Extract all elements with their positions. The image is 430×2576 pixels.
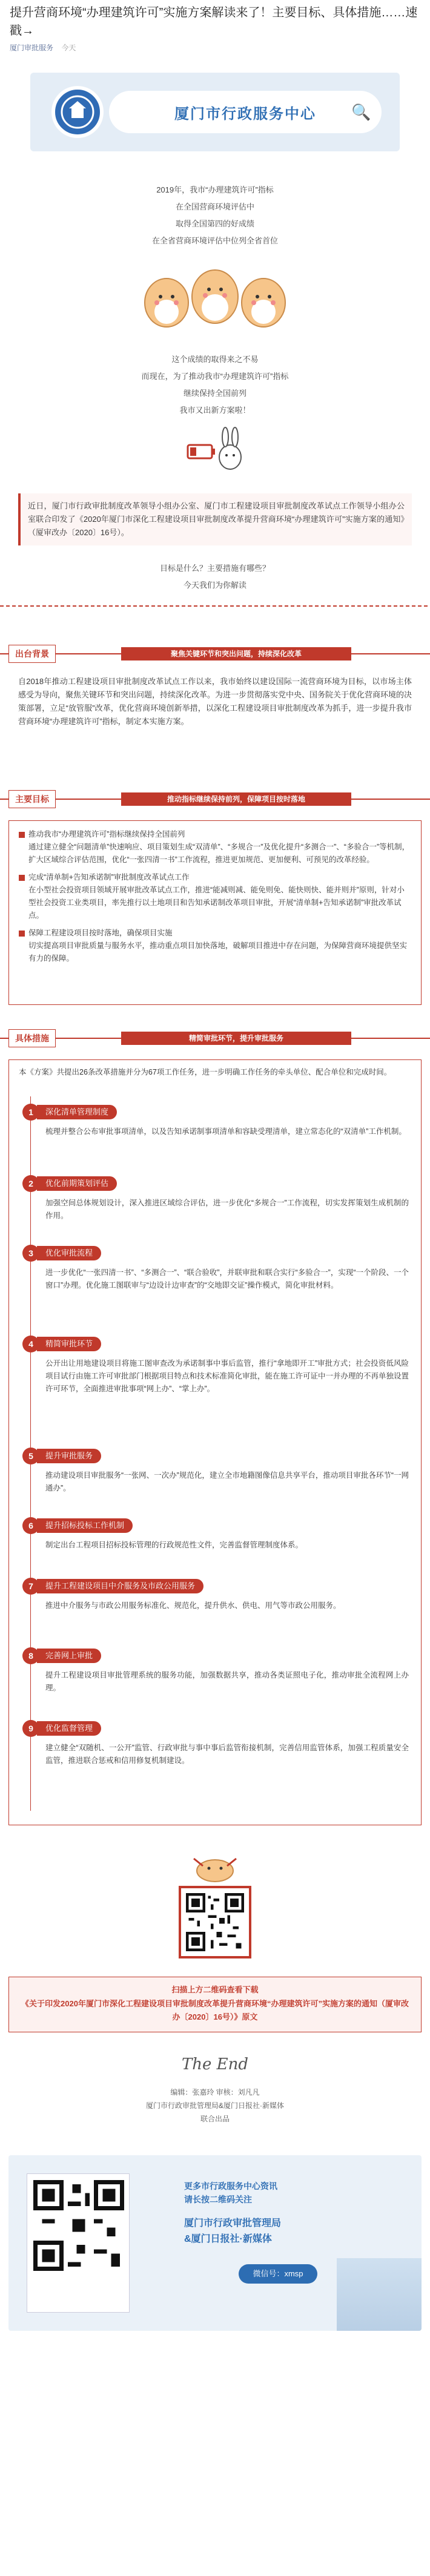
item-text: 提升工程建设项目审批管理系统的服务功能，加强数据共享，推动各类证照电子化，推动审批全流程网上办理。 xyxy=(45,1671,409,1692)
bullet-square-icon xyxy=(19,832,25,838)
goal-head: 推动我市“办理建筑许可”指标继续保持全国前列 xyxy=(28,830,185,838)
the-end-mark: The End xyxy=(181,2055,249,2074)
item-number: 6 xyxy=(22,1517,39,1534)
item-label: 完善网上审批 xyxy=(37,1649,101,1663)
intro-line: 而现在，为了推动我市“办理建筑许可”指标 xyxy=(141,372,289,381)
measures-box xyxy=(8,1059,422,1825)
section-tag: 具体措施 xyxy=(8,1029,56,1047)
promo-orgs xyxy=(184,2216,281,2247)
intro-block xyxy=(0,182,430,249)
org-line: 联合出品 xyxy=(200,2115,230,2123)
editor-line: 编辑：张嘉玲 审核：刘凡凡 xyxy=(170,2088,260,2097)
follow-promo-card xyxy=(8,2155,422,2331)
goal-item xyxy=(19,871,411,884)
item-number: 9 xyxy=(22,1720,39,1737)
intro-line: 在全国营商环境评估中 xyxy=(175,202,254,211)
promo-org: 厦门市行政审批管理局 xyxy=(184,2218,282,2228)
follow-qr-code[interactable] xyxy=(27,2173,130,2313)
bullet-square-icon xyxy=(19,931,25,937)
promo-org: &厦门日报社·新媒体 xyxy=(184,2234,272,2244)
intro-line: 这个成绩的取得来之不易 xyxy=(171,355,259,364)
intro-line: 在全省营商环境评估中位列全省首位 xyxy=(151,236,278,245)
item-text: 公开出让用地建设项目将施工图审查改为承诺制事中事后监管，推行“拿地即开工”审批方式；社会投资低风险项目试行由施工许可审批部门根据项目特点和技术标准简化审批，能在施工许可证中一并办理的不再单独设置许可环节，全面推进审批事项“网上办”、“掌上办”。 xyxy=(45,1359,409,1393)
item-label: 提升工程建设项目中介服务及市政公用服务 xyxy=(37,1579,203,1593)
goals-box xyxy=(8,820,422,1005)
goal-item xyxy=(19,927,411,940)
intro-line: 我市又出新方案啦！ xyxy=(179,406,251,415)
qr-hint: 扫描上方二维码查看下载 xyxy=(171,1985,259,1994)
intro-block-2 xyxy=(0,351,430,419)
mascot-illustration xyxy=(182,1853,248,1883)
question-line: 今天我们为你解读 xyxy=(183,581,246,590)
article-title: 提升营商环境“办理建筑许可”实施方案解读来了！主要目标、具体措施……速戳→ xyxy=(10,6,418,38)
item-number: 8 xyxy=(22,1647,39,1664)
section-header-goals xyxy=(0,790,430,808)
org-line: 厦门市行政审批管理局&厦门日报社·新媒体 xyxy=(145,2101,284,2110)
item-number: 4 xyxy=(22,1336,39,1352)
item-number: 2 xyxy=(22,1175,39,1192)
item-label: 优化审批流程 xyxy=(37,1246,101,1260)
section-tag: 出台背景 xyxy=(8,645,56,663)
item-number: 7 xyxy=(22,1578,39,1595)
article-source-link[interactable]: 厦门审批服务 xyxy=(10,44,54,52)
promo-line: 更多市行政服务中心资讯 xyxy=(184,2181,277,2191)
notice-paragraph: 近日，厦门市行政审批制度改革领导小组办公室、厦门市工程建设项目审批制度改革试点工作领导小组办公室联合印发了《2020年厦门市深化工程建设项目审批制度改革提升营商环境“办理建筑许可”实施方案的通知》（厦审改办〔2020〕16号）。 xyxy=(18,493,412,545)
intro-line: 取得全国第四的好成绩 xyxy=(175,219,254,228)
rabbit-battery-illustration xyxy=(182,424,248,478)
building-illustration xyxy=(337,2258,422,2331)
doc-qr-code[interactable] xyxy=(179,1886,251,1958)
goal-body: 切实提高项目审批质量与服务水平，推动重点项目加快落地，破解项目推进中存在问题，为保障营商环境提供坚实有力的保障。 xyxy=(28,941,408,963)
item-label: 深化清单管理制度 xyxy=(37,1105,117,1119)
magnifier-icon: 🔍 xyxy=(351,103,371,121)
goal-item xyxy=(19,828,411,841)
intro-line: 继续保持全国前列 xyxy=(183,389,246,398)
doc-download-box xyxy=(8,1977,422,2032)
center-logo-icon xyxy=(51,86,104,138)
divider xyxy=(0,605,430,607)
section-bar: 推动指标继续保持前列，保障项目按时落地 xyxy=(121,792,351,806)
item-text: 推动建设项目审批服务“一张网、一次办”规范化，建立全市地籍图像信息共享平台，推动项目审批各环节“一网通办”。 xyxy=(45,1471,409,1492)
item-label: 提升审批服务 xyxy=(37,1449,101,1463)
item-label: 提升招标投标工作机制 xyxy=(37,1518,133,1533)
item-text: 加强空间总体规划设计，深入推进区域综合评估，进一步优化“多规合一”工作流程，切实发挥策划生成机制的作用。 xyxy=(45,1199,409,1220)
banner xyxy=(30,73,400,151)
item-text: 推进中介服务与市政公用服务标准化、规范化，提升供水、供电、用气等市政公用服务。 xyxy=(45,1601,341,1610)
item-label: 精简审批环节 xyxy=(37,1337,101,1351)
question-line: 目标是什么？主要措施有哪些？ xyxy=(159,564,270,573)
goal-body: 通过建立健全“问题清单”快速响应、项目策划生成“双清单”、“多规合一”及优化提升“多测合一”、“多验合一”等机制，扩大区域综合评估范围，优化“一张四清一书”工作流程，推进更加规范、更加便利、可预见的改革经验。 xyxy=(28,843,410,864)
measures-lead: 本《方案》共提出26条改革措施并分为67项工作任务，进一步明确工作任务的牵头单位、配合单位和完成时间。 xyxy=(19,1068,392,1076)
credits xyxy=(0,2086,430,2126)
promo-line: 请长按二维码关注 xyxy=(184,2195,252,2204)
section-bar: 精简审批环节，提升审批服务 xyxy=(121,1032,351,1045)
section-header-background xyxy=(0,645,430,663)
hamsters-illustration xyxy=(124,254,306,333)
item-number: 3 xyxy=(22,1245,39,1262)
item-text: 梳理并整合公布审批事项清单，以及告知承诺制事项清单和容缺受理清单，建立常态化的“双清单”工作机制。 xyxy=(45,1127,406,1136)
item-label: 优化前期策划评估 xyxy=(37,1176,117,1191)
doc-title-link[interactable]: 《关于印发2020年厦门市深化工程建设项目审批制度改革提升营商环境“办理建筑许可”实施方案的通知（厦审改办〔2020〕16号）》原文 xyxy=(21,1999,409,2021)
item-text: 进一步优化“一张四清一书”、“多测合一”、“联合验收”，并联审批和联合实行“多验合一”，实现“一个阶段、一个窗口”办理。优化施工图联审与“边设计边审查”的“交地即交证”操作模式，简化审批材料。 xyxy=(45,1268,409,1290)
background-text: 自2018年推动工程建设项目审批制度改革试点工作以来，我市始终以建设国际一流营商环境为目标，以市场主体感受为导向，聚焦关键环节和突出问题，持续深化改革。为进一步贯彻落实党中央、国务院关于优化营商环境的决策部署，立足“放管服”改革，优化营商环境创新举措，以深化工程建设项目审批制度改革为抓手，进一步提升我市营商环境“办理建筑许可”指标，制定本实施方案。 xyxy=(18,677,412,726)
goal-head: 保障工程建设项目按时落地，确保项目实施 xyxy=(28,929,173,937)
section-tag: 主要目标 xyxy=(8,790,56,808)
section-header-measures xyxy=(0,1029,430,1047)
item-text: 建立健全“双随机、一公开”监管、行政审批与事中事后监管衔接机制，完善信用监管体系，加强工程质量安全监管，推进联合惩戒和信用修复机制建设。 xyxy=(45,1744,409,1765)
intro-line: 2019年，我市“办理建筑许可”指标 xyxy=(156,185,274,194)
article-meta xyxy=(10,42,76,53)
item-text: 制定出台工程项目招标投标管理的行政规范性文件，完善监督管理制度体系。 xyxy=(45,1541,303,1549)
item-label: 优化监督管理 xyxy=(37,1721,101,1736)
banner-text: 厦门市行政服务中心 xyxy=(109,91,382,133)
item-number: 1 xyxy=(22,1104,39,1121)
bullet-square-icon xyxy=(19,875,25,881)
item-number: 5 xyxy=(22,1448,39,1464)
wechat-id-badge[interactable]: 微信号：xmsp xyxy=(239,2264,317,2284)
goal-body: 在小型社会投资项目领域开展审批改革试点工作，推进“能减则减、能免则免、能快则快、能并则并”原则，针对小型社会投资工业类项目，率先推行以土地项目和告知承诺制改革项目审批，开展“清单制+告知承诺制”审批改革试点。 xyxy=(28,886,405,920)
article-time: 今天 xyxy=(61,44,76,52)
question-block xyxy=(0,560,430,594)
section-bar: 聚焦关键环节和突出问题，持续深化改革 xyxy=(121,647,351,660)
goal-head: 完成“清单制+告知承诺制”审批制度改革试点工作 xyxy=(28,873,190,881)
promo-text xyxy=(184,2179,277,2206)
